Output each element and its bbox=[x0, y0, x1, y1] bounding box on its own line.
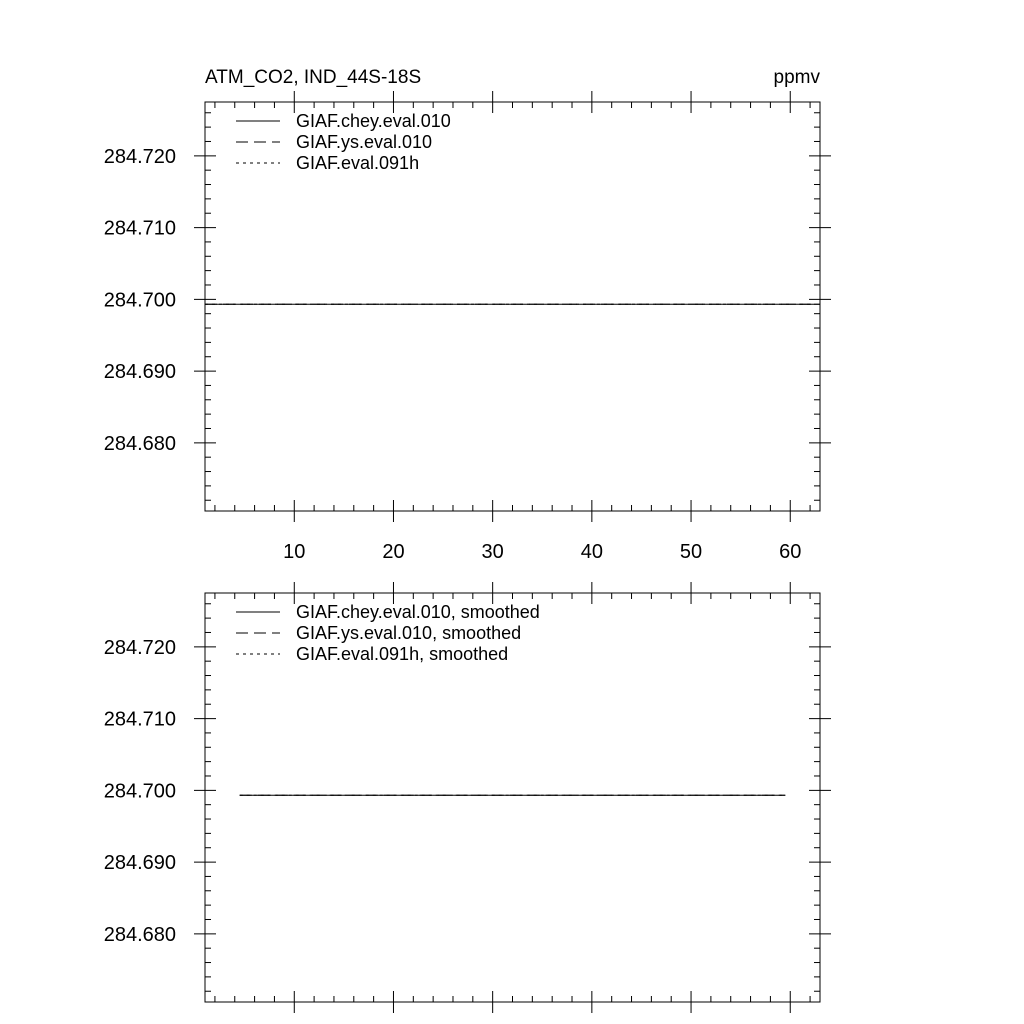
bottom-panel bbox=[104, 582, 831, 1013]
legend-label: GIAF.chey.eval.010 bbox=[296, 111, 451, 131]
x-tick-label: 50 bbox=[679, 541, 703, 563]
y-tick-label: 284.680 bbox=[103, 432, 176, 455]
legend-label: GIAF.eval.091h bbox=[296, 153, 420, 173]
x-tick-label: 40 bbox=[580, 541, 603, 563]
y-tick-label: 284.710 bbox=[103, 708, 176, 731]
y-tick-label: 284.690 bbox=[103, 852, 176, 875]
legend-label: GIAF.chey.eval.010, smoothed bbox=[296, 602, 540, 622]
top-panel bbox=[104, 67, 831, 563]
legend bbox=[236, 602, 540, 664]
y-tick-label: 284.700 bbox=[103, 780, 176, 803]
x-tick-label: 30 bbox=[481, 541, 504, 563]
y-tick-label: 284.720 bbox=[103, 145, 176, 168]
y-tick-label: 284.720 bbox=[103, 636, 176, 659]
legend-label: GIAF.ys.eval.010, smoothed bbox=[296, 623, 522, 643]
y-tick-label: 284.710 bbox=[103, 217, 176, 240]
y-tick-label: 284.690 bbox=[103, 361, 176, 384]
x-tick-label: 10 bbox=[283, 541, 306, 563]
legend bbox=[236, 111, 451, 173]
x-tick-label: 20 bbox=[382, 541, 405, 563]
legend-label: GIAF.eval.091h, smoothed bbox=[296, 644, 509, 664]
units-label: ppmv bbox=[773, 67, 820, 88]
y-tick-label: 284.700 bbox=[103, 289, 176, 312]
x-tick-label: 60 bbox=[779, 541, 802, 563]
legend-label: GIAF.ys.eval.010 bbox=[296, 132, 433, 152]
y-tick-label: 284.680 bbox=[103, 923, 176, 946]
chart-title: ATM_CO2, IND_44S-18S bbox=[205, 67, 422, 88]
